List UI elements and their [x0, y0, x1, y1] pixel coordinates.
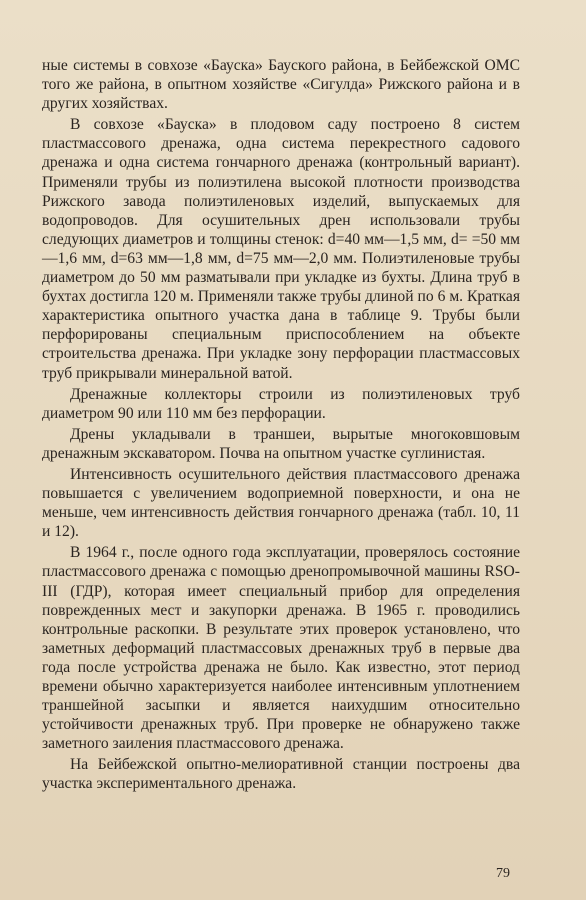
paragraph-1: ные системы в совхозе «Бауска» Бауского района, в Бейбежской ОМС того же района, в опытном хозяйстве «Сигулда» Рижского района и в других хозяйствах. [42, 57, 520, 113]
paragraph-7: На Бейбежской опытно-мелиоративной станции построены два участка экспериментального дренажа. [42, 756, 520, 793]
paragraph-2: В совхозе «Бауска» в плодовом саду построено 8 систем пластмассового дренажа, одна система перекрестного садового дренажа и одна система гончарного дренажа (контрольный вариант). Применяли трубы из полиэтилена высокой плотности производства Рижского завода полиэтиленовых изделий, выпускаемых для водопроводов. Для осушительных дрен использовали трубы следующих диаметров и толщины стенок: d=40 мм—1,5 мм, d= =50 мм—1,6 мм, d=63 мм—1,8 мм, d=75 мм—2,0 мм. Полиэтиленовые трубы диаметром до 50 мм разматывали при укладке из бухты. Длина труб в бухтах достигла 120 м. Применяли также трубы длиной по 6 м. Краткая характеристика опытного участка дана в таблице 9. Трубы были перфорированы специальным приспособлением на объекте строительства дренажа. При укладке зону перфорации пластмассовых труб прикрывали минеральной ватой. [42, 116, 520, 382]
paragraph-5: Интенсивность осушительного действия пластмассового дренажа повышается с увеличением водоприемной поверхности, и она не меньше, чем интенсивность действия гончарного дренажа (табл. 10, 11 и 12). [42, 465, 520, 541]
paragraph-4: Дрены укладывали в траншеи, вырытые многоковшовым дренажным экскаватором. Почва на опытном участке суглинистая. [42, 425, 520, 462]
paragraph-3: Дренажные коллекторы строили из полиэтиленовых труб диаметром 90 или 110 мм без перфорации. [42, 385, 520, 422]
body-text [42, 56, 520, 794]
page-number: 79 [496, 866, 510, 881]
paragraph-6: В 1964 г., после одного года эксплуатации, проверялось состояние пластмассового дренажа с помощью дренопромывочной машины RSO-III (ГДР), которая имеет специальный прибор для определения поврежденных мест и закупорки дренажа. В 1965 г. проводились контрольные раскопки. В результате этих проверок установлено, что заметных деформаций пластмассовых дренажных труб в первые два года после устройства дренажа не было. Как известно, этот период времени обычно характеризуется наиболее интенсивным уплотнением траншейной засыпки и является наихудшим относительно устойчивости дренажных труб. При проверке не обнаружено также заметного заиления пластмассового дренажа. [42, 544, 520, 753]
